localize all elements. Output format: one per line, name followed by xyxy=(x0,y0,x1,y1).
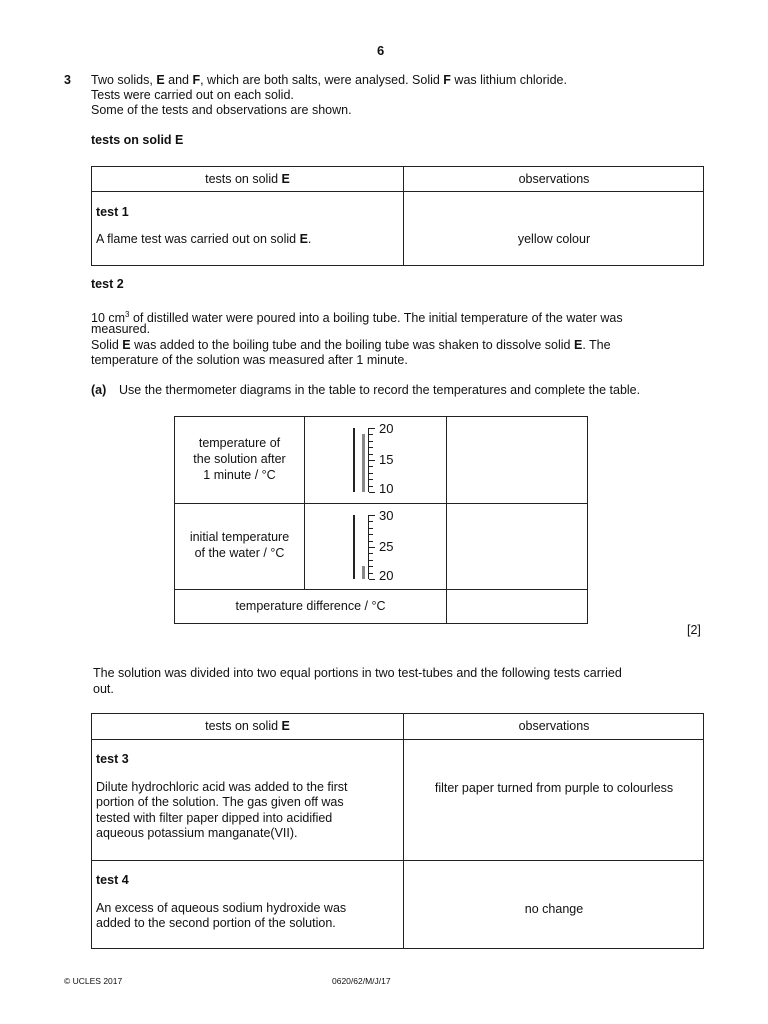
answer-cell-initial[interactable] xyxy=(447,504,587,588)
test2-line-4: temperature of the solution was measured after 1 minute. xyxy=(91,353,408,367)
part-a-text: Use the thermometer diagrams in the table to record the temperatures and complete the table. xyxy=(119,383,641,397)
thermometer-tick xyxy=(369,434,373,435)
thermometer-tick xyxy=(369,534,373,535)
thermometer-tick xyxy=(369,479,373,480)
thermometer-tick xyxy=(369,460,375,461)
thermometer-tick xyxy=(369,428,375,429)
section-heading: tests on solid E xyxy=(91,133,184,147)
scale-label-15: 15 xyxy=(379,452,394,467)
footer-code: 0620/62/M/J/17 xyxy=(332,976,391,986)
row2-label-2: of the water / °C xyxy=(194,546,285,560)
thermometer-tick xyxy=(369,521,373,522)
thermometer-tick xyxy=(369,492,375,493)
thermometer-tick xyxy=(369,560,373,561)
answer-cell-difference[interactable] xyxy=(447,590,587,623)
scale-label-25: 25 xyxy=(379,539,394,554)
test2-line-1: 10 $cm^3$ of distilled water were poured into a boiling tube. The initial temperature of the water was xyxy=(91,310,623,326)
row1-label-2: the solution after xyxy=(193,452,286,466)
thermometer-2-ticks xyxy=(369,515,375,579)
thermometer-tick xyxy=(369,441,373,442)
test2-line-2: measured. xyxy=(91,322,151,336)
thermometer-tick xyxy=(369,515,375,516)
division-text-1: The solution was divided into two equal portions in two test-tubes and the following tests carried xyxy=(93,666,622,680)
test4-line: added to the second portion of the solution. xyxy=(96,916,336,930)
division-text-2: out. xyxy=(93,682,114,696)
thermometer-tick xyxy=(369,447,373,448)
test4-label: test 4 xyxy=(96,873,129,887)
thermometer-tube-left xyxy=(353,428,355,492)
test3-label: test 3 xyxy=(96,752,129,766)
test1-observation: yellow colour xyxy=(517,232,591,246)
answer-cell-after-1-minute[interactable] xyxy=(447,418,587,502)
thermometer-tick xyxy=(369,486,373,487)
temperature-table xyxy=(174,416,588,624)
row1-label-3: 1 minute / °C xyxy=(203,468,276,482)
tests-table-2 xyxy=(91,713,704,949)
test3-line: portion of the solution. The gas given off was xyxy=(96,795,344,809)
thermometer-tick xyxy=(369,547,375,548)
thermometer-tick xyxy=(369,566,373,567)
row1-label-1: temperature of xyxy=(198,436,281,450)
thermometer-tick xyxy=(369,579,375,580)
test1-label: test 1 xyxy=(96,205,129,219)
row2-label-1: initial temperature xyxy=(189,530,290,544)
thermometer-1-ticks xyxy=(369,428,375,492)
thermometer-tick xyxy=(369,466,373,467)
page-number: 6 xyxy=(377,43,385,58)
thermometer-tick xyxy=(369,528,373,529)
thermometer-tick xyxy=(369,473,373,474)
test4-observation: no change xyxy=(524,902,584,916)
thermometer-tick xyxy=(369,541,373,542)
thermometer-column xyxy=(362,434,365,492)
scale-label-20: 20 xyxy=(379,568,394,583)
test2-line-3: Solid E was added to the boiling tube and the boiling tube was shaken to dissolve solid E. The xyxy=(91,338,611,352)
test3-line: tested with filter paper dipped into acidified xyxy=(96,811,333,825)
row3-label: temperature difference / °C xyxy=(235,599,386,613)
tests-table-1 xyxy=(91,166,704,266)
thermometer-after-1-minute xyxy=(351,421,411,497)
scale-label-20: 20 xyxy=(379,421,394,436)
table2-header-tests: tests on solid E xyxy=(205,719,290,733)
scale-label-10: 10 xyxy=(379,481,394,496)
question-number: 3 xyxy=(64,73,71,87)
test3-observation: filter paper turned from purple to colourless xyxy=(434,781,674,795)
test1-text: A flame test was carried out on solid E. xyxy=(96,232,312,246)
question-line-3: Some of the tests and observations are shown. xyxy=(91,103,352,117)
table2-header-observations: observations xyxy=(518,719,590,733)
question-line-2: Tests were carried out on each solid. xyxy=(91,88,294,102)
footer-copyright: © UCLES 2017 xyxy=(64,976,123,986)
table1-header-observations: observations xyxy=(518,172,590,186)
test2-label: test 2 xyxy=(91,277,124,291)
thermometer-tick xyxy=(369,454,373,455)
test4-line: An excess of aqueous sodium hydroxide was xyxy=(96,901,347,915)
test3-line: Dilute hydrochloric acid was added to the first xyxy=(96,780,348,794)
scale-label-30: 30 xyxy=(379,508,394,523)
table1-header-tests: tests on solid E xyxy=(205,172,290,186)
thermometer-initial xyxy=(351,508,411,584)
thermometer-column xyxy=(362,566,365,579)
question-intro: Two solids, E and F, which are both salts, were analysed. Solid F was lithium chloride. xyxy=(91,73,567,87)
marks: [2] xyxy=(687,623,701,637)
test3-line: aqueous potassium manganate(VII). xyxy=(96,826,298,840)
part-a-label: (a) xyxy=(91,383,107,397)
thermometer-tick xyxy=(369,573,373,574)
thermometer-tick xyxy=(369,553,373,554)
thermometer-tube-left xyxy=(353,515,355,579)
